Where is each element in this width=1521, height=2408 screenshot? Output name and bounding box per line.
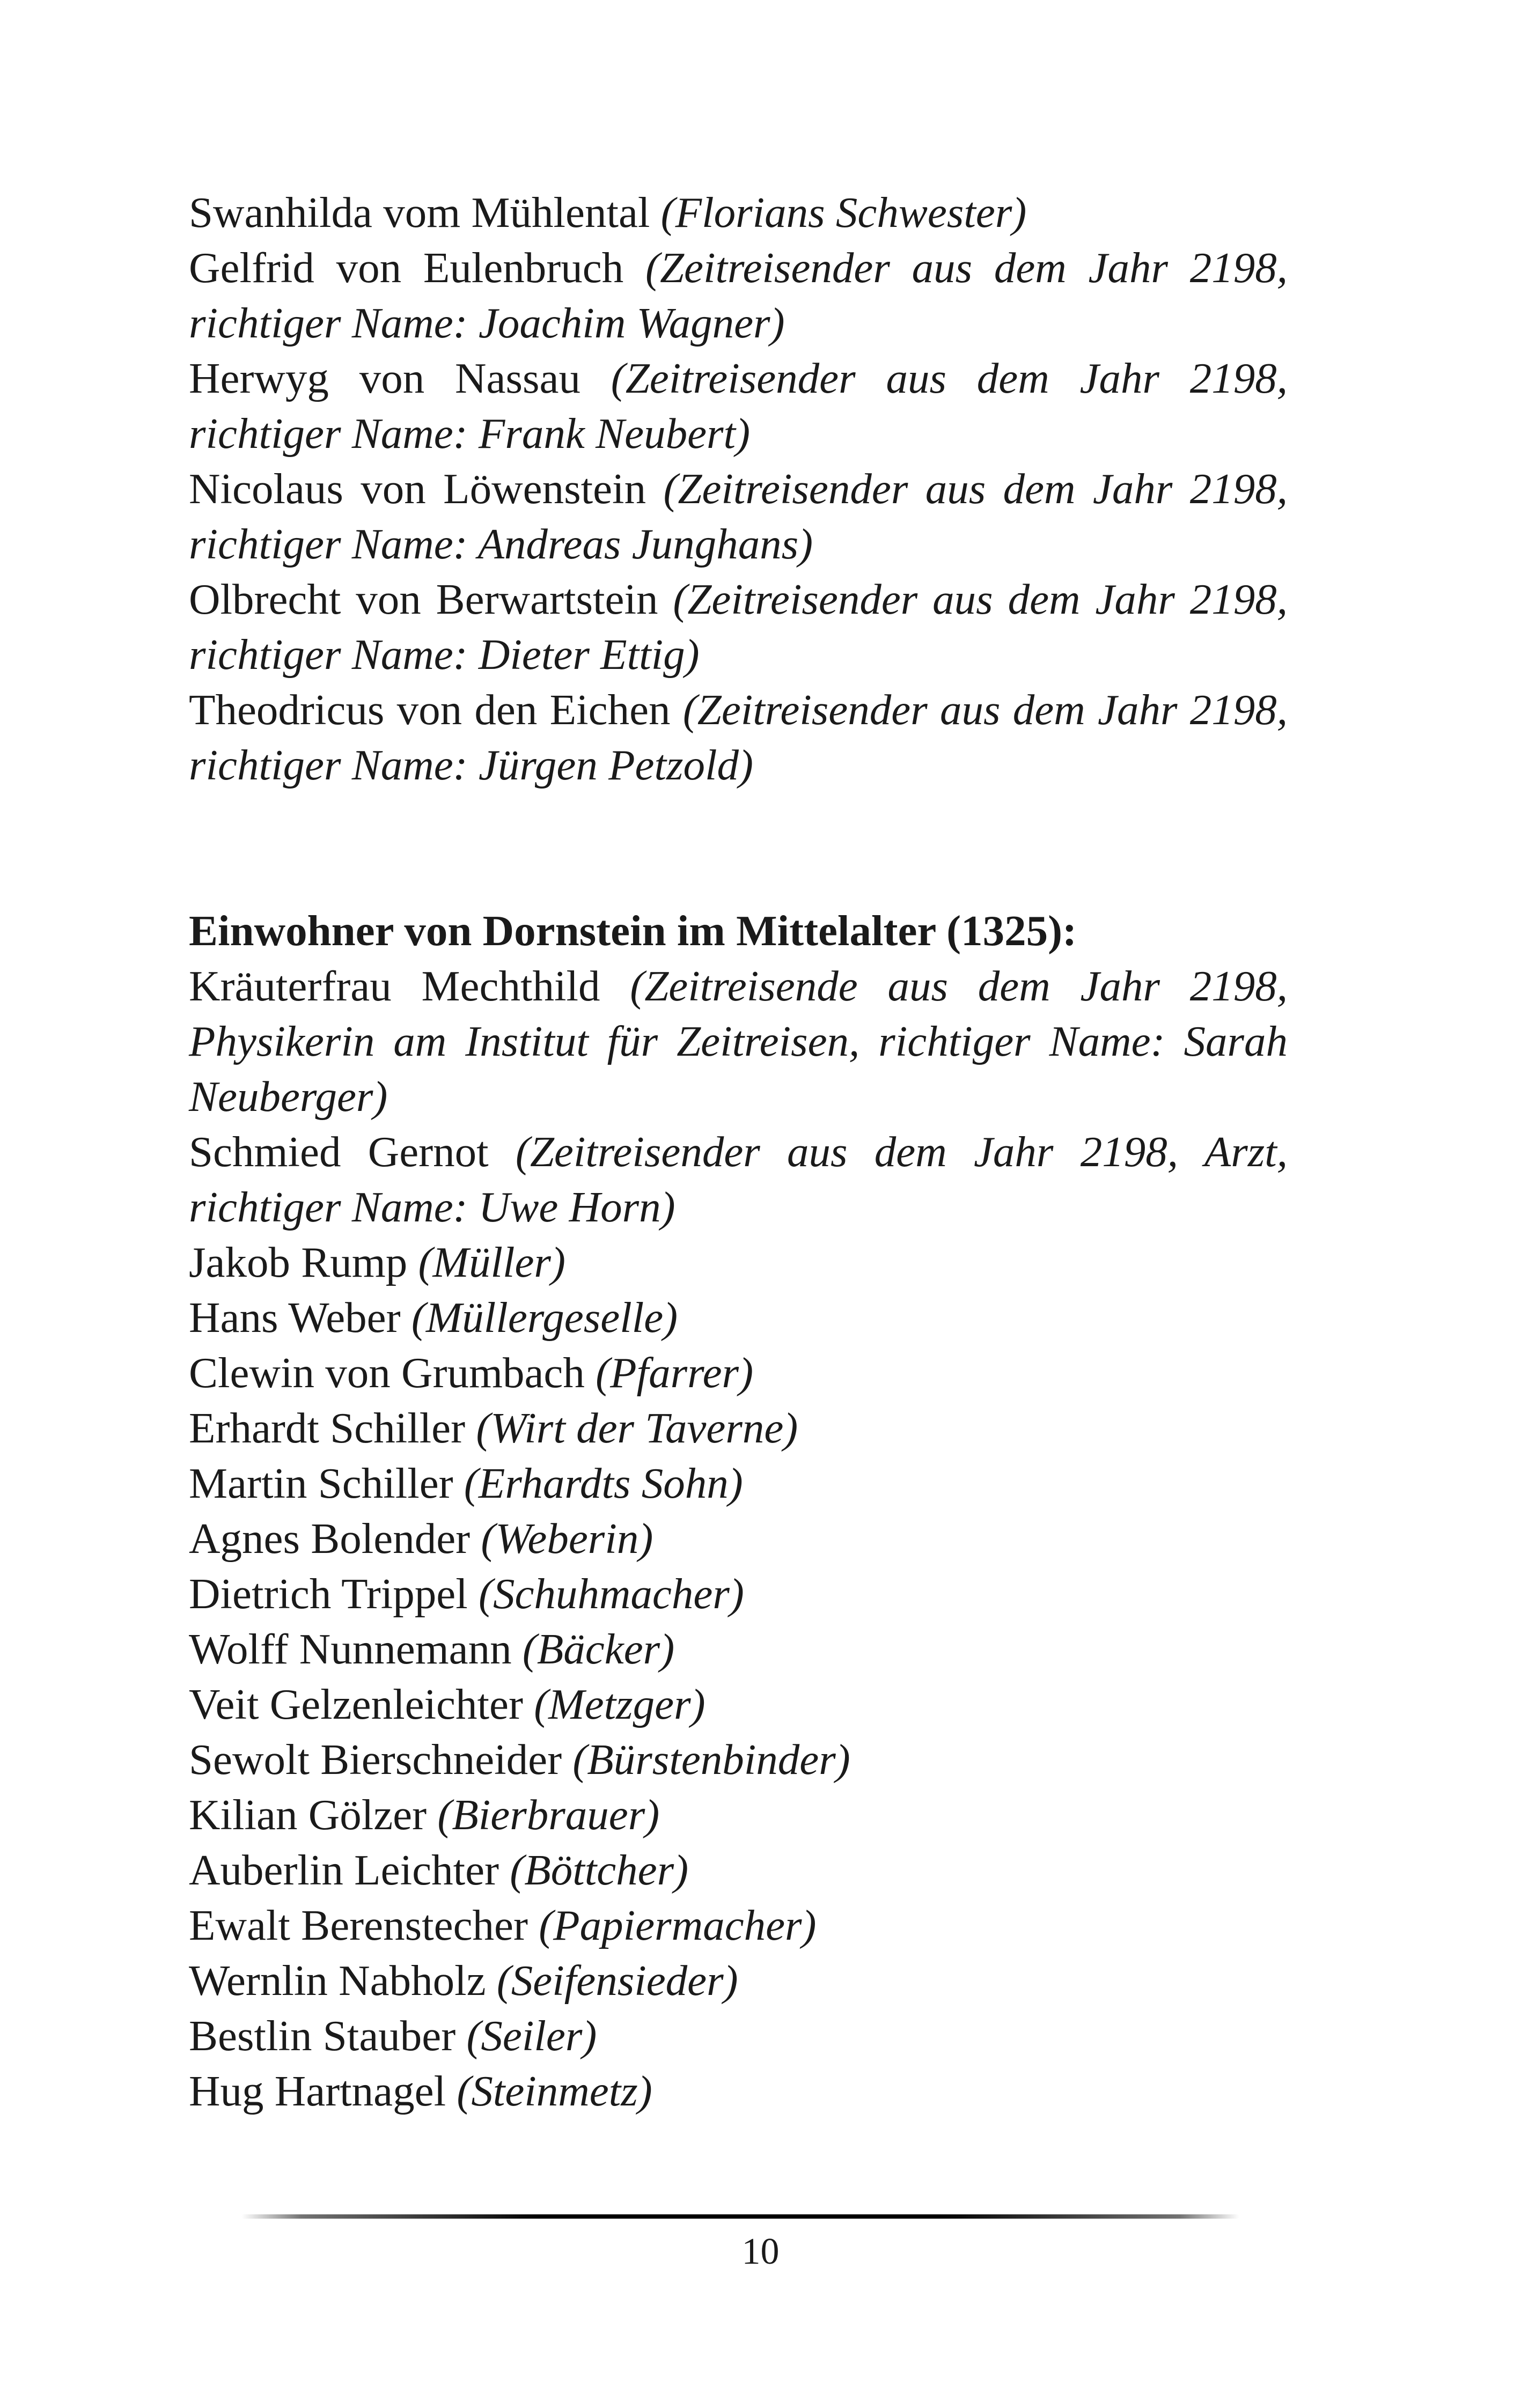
character-name: Jakob Rump	[189, 1238, 408, 1286]
character-role: (Pfarrer)	[596, 1349, 754, 1397]
character-name: Ewalt Berenstecher	[189, 1901, 528, 1949]
character-role: (Erhardts Sohn)	[464, 1459, 743, 1507]
list-item	[189, 1290, 1288, 1345]
character-role: (Zeitreisender aus dem Jahr 2198, richtiger Name: Frank Neubert)	[189, 354, 1288, 458]
character-role: (Steinmetz)	[457, 2067, 652, 2115]
character-name: Sewolt Bierschneider	[189, 1735, 562, 1784]
character-name: Dietrich Trippel	[189, 1570, 468, 1618]
character-name: Erhardt Schiller	[189, 1404, 466, 1452]
list-item	[189, 682, 1288, 793]
character-name: Bestlin Stauber	[189, 2012, 456, 2060]
list-item	[189, 1677, 1288, 1732]
list-item	[189, 1622, 1288, 1677]
list-item	[189, 1898, 1288, 1953]
list-item	[189, 1953, 1288, 2008]
character-name: Olbrecht von Berwartstein	[189, 575, 658, 623]
list-item	[189, 1566, 1288, 1622]
character-name: Gelfrid von Eulenbruch	[189, 244, 624, 292]
character-role: (Müller)	[418, 1238, 565, 1286]
list-item	[189, 1511, 1288, 1566]
character-role: (Seiler)	[466, 2012, 597, 2060]
character-role: (Zeitreisender aus dem Jahr 2198, Arzt, richtiger Name: Uwe Horn)	[189, 1128, 1288, 1231]
list-item	[189, 2064, 1288, 2119]
list-item	[189, 1235, 1288, 1290]
list-item	[189, 2008, 1288, 2064]
character-name: Veit Gelzenleichter	[189, 1680, 523, 1728]
character-role: (Schuhmacher)	[479, 1570, 744, 1618]
character-role: (Zeitreisender aus dem Jahr 2198, richtiger Name: Joachim Wagner)	[189, 244, 1288, 347]
list-item	[189, 1401, 1288, 1456]
character-name: Kräuterfrau Mechthild	[189, 962, 600, 1010]
character-role: (Metzger)	[534, 1680, 706, 1728]
character-name: Auberlin Leichter	[189, 1846, 499, 1894]
character-role: (Müllergeselle)	[411, 1293, 678, 1342]
list-item	[189, 1843, 1288, 1898]
character-role: (Zeitreisender aus dem Jahr 2198, richtiger Name: Andreas Junghans)	[189, 465, 1288, 568]
character-name: Wolff Nunnemann	[189, 1625, 512, 1673]
character-name: Theodricus von den Eichen	[189, 686, 671, 734]
list-item	[189, 240, 1288, 351]
character-name: Hug Hartnagel	[189, 2067, 446, 2115]
list-item	[189, 1456, 1288, 1511]
character-name: Hans Weber	[189, 1293, 401, 1342]
character-name: Agnes Bolender	[189, 1514, 471, 1563]
character-name: Clewin von Grumbach	[189, 1349, 585, 1397]
character-name: Kilian Gölzer	[189, 1791, 427, 1839]
character-role: (Böttcher)	[510, 1846, 689, 1894]
character-role: (Florians Schwester)	[660, 188, 1027, 237]
character-role: (Wirt der Taverne)	[476, 1404, 798, 1452]
character-role: (Papiermacher)	[539, 1901, 817, 1949]
list-item	[189, 351, 1288, 461]
list-item	[189, 959, 1288, 1124]
page-body	[189, 185, 1288, 2119]
character-name: Schmied Gernot	[189, 1128, 489, 1176]
character-name: Wernlin Nabholz	[189, 1956, 486, 2005]
character-role: (Zeitreisender aus dem Jahr 2198, richtiger Name: Dieter Ettig)	[189, 575, 1288, 679]
character-list-bottom	[189, 959, 1288, 2119]
character-name: Martin Schiller	[189, 1459, 453, 1507]
character-name: Swanhilda vom Mühlental	[189, 188, 650, 237]
character-role: (Weberin)	[481, 1514, 653, 1563]
list-item	[189, 461, 1288, 572]
list-item	[189, 1345, 1288, 1401]
section-heading: Einwohner von Dornstein im Mittelalter (1325):	[189, 907, 1077, 955]
page-number: 10	[741, 2231, 780, 2272]
list-item	[189, 1732, 1288, 1787]
footer-divider	[241, 2214, 1239, 2219]
character-role: (Bierbrauer)	[437, 1791, 660, 1839]
character-name: Herwyg von Nassau	[189, 354, 581, 402]
list-item	[189, 1787, 1288, 1843]
character-role: (Seifensieder)	[496, 1956, 738, 2005]
list-item	[189, 572, 1288, 682]
list-item	[189, 1124, 1288, 1235]
character-name: Nicolaus von Löwenstein	[189, 465, 646, 513]
section-spacer	[189, 793, 1288, 903]
character-role: (Bäcker)	[522, 1625, 675, 1673]
character-list-top	[189, 185, 1288, 793]
character-role: (Bürstenbinder)	[572, 1735, 850, 1784]
list-item	[189, 185, 1288, 240]
character-role: (Zeitreisende aus dem Jahr 2198, Physikerin am Institut für Zeitreisen, richtiger Name: Sarah Neuberger)	[189, 962, 1288, 1121]
character-role: (Zeitreisender aus dem Jahr 2198, richtiger Name: Jürgen Petzold)	[189, 686, 1288, 789]
